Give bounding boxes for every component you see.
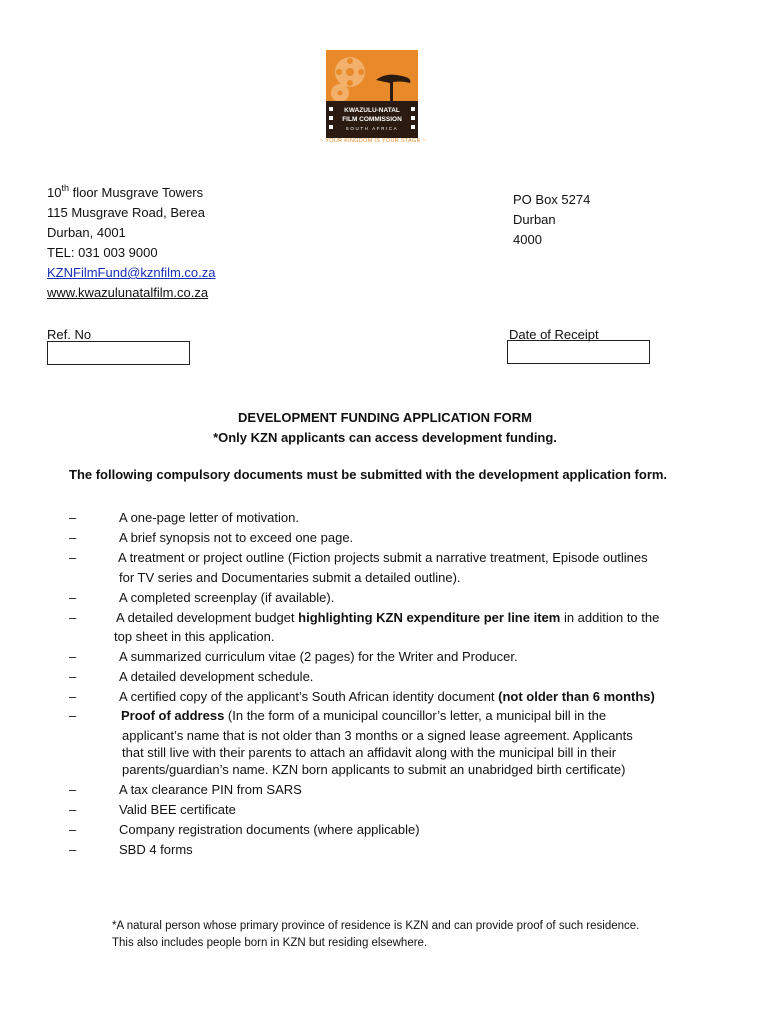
proof-of-address-heading: Proof of address (121, 708, 225, 723)
list-item-budget-line-2: top sheet in this application. (114, 629, 275, 644)
list-item-schedule: A detailed development schedule. (119, 669, 314, 684)
id-text: A certified copy of the applicant’s South African identity document (119, 689, 499, 704)
list-bullet: – (69, 689, 77, 704)
building-name: floor Musgrave Towers (68, 185, 204, 200)
logo-line-2: FILM COMMISSION (342, 116, 402, 123)
budget-emphasis: highlighting KZN expenditure per line item (298, 610, 561, 625)
list-item-motivation-letter: A one-page letter of motivation. (119, 510, 299, 525)
list-item-proof-of-address-line-1 (121, 706, 761, 726)
list-item-treatment-line-2: for TV series and Documentaries submit a detailed outline). (119, 570, 461, 585)
postal-code: 4000 (513, 232, 542, 247)
list-item-screenplay: A completed screenplay (if available). (119, 590, 335, 605)
list-bullet: – (69, 782, 77, 797)
ref-no-field[interactable] (47, 341, 190, 365)
list-bullet: – (69, 610, 77, 625)
website-link[interactable]: www.kwazulunatalfilm.co.za (47, 285, 209, 300)
list-bullet: – (69, 590, 77, 605)
address-line-2: 115 Musgrave Road, Berea (47, 205, 206, 220)
list-item-proof-of-address-line-4: parents/guardian’s name. KZN born applicants to submit an unabridged birth certificate) (122, 762, 626, 777)
list-item-budget-line-1 (116, 608, 756, 628)
logo-line-3: SOUTH AFRICA (345, 126, 399, 131)
ref-no-label: Ref. No (47, 327, 92, 342)
list-item-bee-certificate: Valid BEE certificate (119, 802, 236, 817)
postal-address-block (513, 190, 590, 250)
logo-graphic (326, 50, 418, 138)
list-item-proof-of-address-line-2: applicant’s name that is not older than 3 months or a signed lease agreement. Applicants (122, 728, 633, 743)
po-box: PO Box 5274 (513, 192, 591, 207)
list-item-proof-of-address-line-3: that still live with their parents to attach an affidavit along with the municipal bill in their (122, 745, 617, 760)
required-documents-intro: The following compulsory documents must be submitted with the development application form. (69, 467, 668, 482)
list-item-cv: A summarized curriculum vitae (2 pages) for the Writer and Producer. (119, 649, 518, 664)
address-line-1 (47, 183, 216, 203)
budget-text-end: in addition to the (560, 610, 660, 625)
logo-tagline: ~ YOUR KINGDOM IS YOUR STAGE ~ (320, 138, 426, 144)
footnote (112, 918, 752, 952)
floor-number: 10 (47, 185, 62, 200)
id-emphasis: (not older than 6 months) (498, 689, 655, 704)
list-item-identity-document (119, 687, 759, 707)
list-bullet: – (69, 649, 77, 664)
floor-suffix: th (61, 182, 69, 193)
list-item-sbd4-forms: SBD 4 forms (119, 842, 193, 857)
list-bullet: – (69, 510, 77, 525)
footnote-line-2: This also includes people born in KZN but residing elsewhere. (112, 937, 428, 949)
email-link[interactable]: KZNFilmFund@kznfilm.co.za (47, 265, 216, 280)
logo-line-1: KWAZULU-NATAL (344, 107, 400, 114)
postal-city: Durban (513, 212, 556, 227)
list-bullet: – (69, 530, 77, 545)
budget-text: A detailed development budget (116, 610, 299, 625)
list-bullet: – (69, 708, 77, 723)
list-item-treatment-line-1: A treatment or project outline (Fiction projects submit a narrative treatment, Episode outlines (118, 550, 648, 565)
list-item-company-registration: Company registration documents (where applicable) (119, 822, 420, 837)
list-bullet: – (69, 550, 77, 565)
form-subtitle: *Only KZN applicants can access development funding. (213, 430, 557, 445)
proof-of-address-text: (In the form of a municipal councillor’s letter, a municipal bill in the (224, 708, 607, 723)
telephone: TEL: 031 003 9000 (47, 245, 158, 260)
form-title: DEVELOPMENT FUNDING APPLICATION FORM (238, 410, 532, 425)
list-bullet: – (69, 842, 77, 857)
kzn-film-commission-logo (326, 50, 418, 138)
list-item-synopsis: A brief synopsis not to exceed one page. (119, 530, 354, 545)
list-bullet: – (69, 822, 77, 837)
footnote-line-1: *A natural person whose primary province of residence is KZN and can provide proof of such residence. (112, 920, 640, 932)
list-bullet: – (69, 802, 77, 817)
date-of-receipt-label: Date of Receipt (509, 327, 599, 342)
physical-address-block (47, 183, 216, 303)
list-bullet: – (69, 669, 77, 684)
address-line-3: Durban, 4001 (47, 225, 126, 240)
list-item-tax-clearance: A tax clearance PIN from SARS (119, 782, 302, 797)
date-of-receipt-field[interactable] (507, 340, 650, 364)
